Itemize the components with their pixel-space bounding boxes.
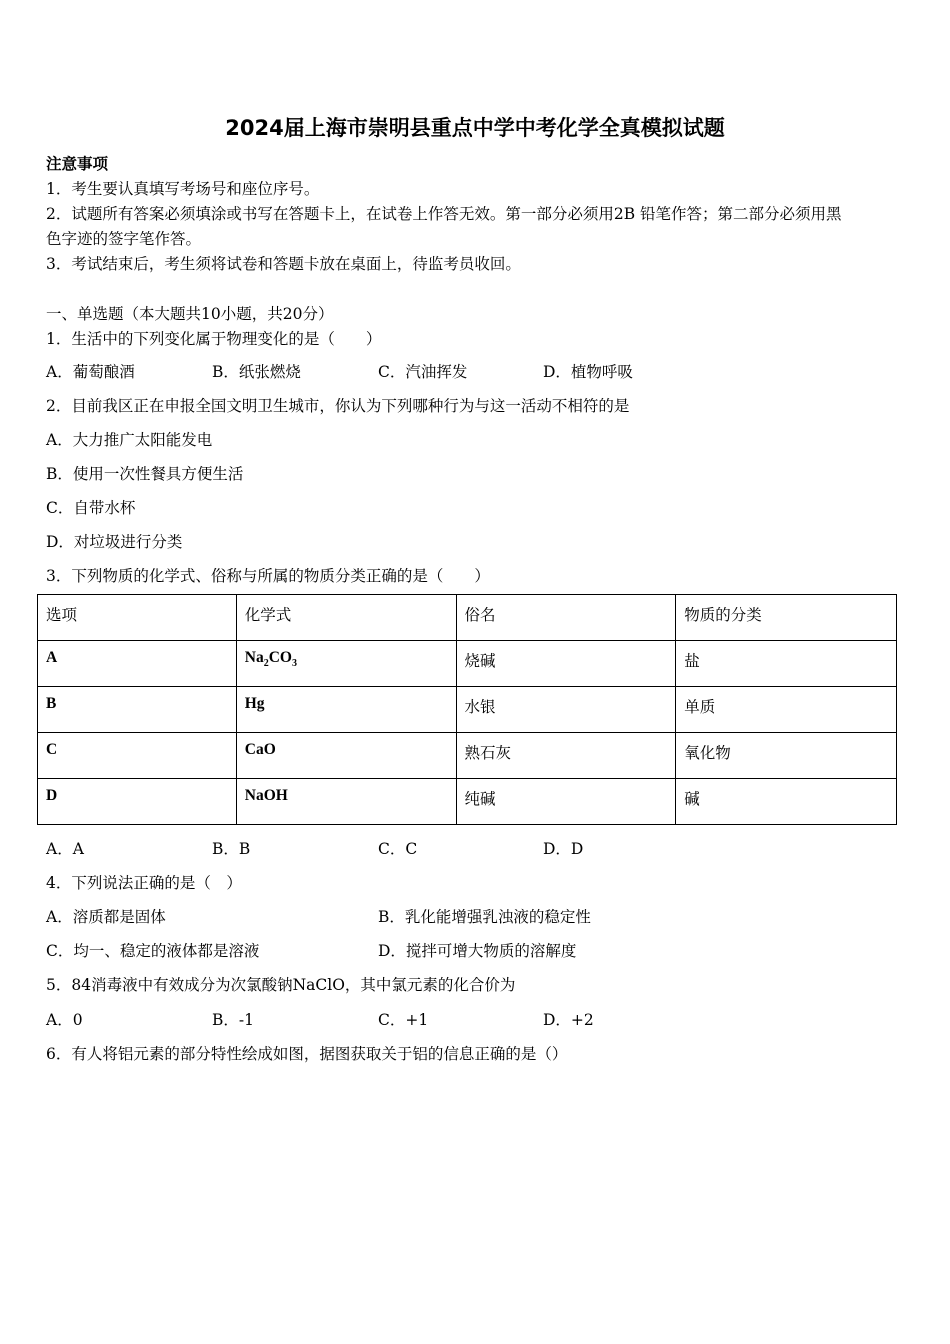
q1-option-b: B．纸张燃烧 <box>212 363 301 381</box>
page-title: 2024届上海市崇明县重点中学中考化学全真模拟试题 <box>225 116 725 140</box>
q4-option-b: B．乳化能增强乳浊液的稳定性 <box>378 908 591 926</box>
table-cell-formula <box>236 641 456 687</box>
question-2-stem: 2．目前我区正在申报全国文明卫生城市，你认为下列哪种行为与这一活动不相符的是 <box>46 397 630 415</box>
table-cell-class: 盐 <box>676 641 897 687</box>
table-cell-formula: NaOH <box>236 779 456 825</box>
table-header-option: 选项 <box>38 595 237 641</box>
table-header-common-name: 俗名 <box>456 595 676 641</box>
q2-option-c: C．自带水杯 <box>46 499 136 517</box>
notice-item: 2．试题所有答案必须填涂或书写在答题卡上，在试卷上作答无效。第一部分必须用2B 铅笔作答；第二部分必须用黑 <box>46 205 842 223</box>
table-cell-class: 碱 <box>676 779 897 825</box>
question-4-stem: 4．下列说法正确的是（ ） <box>46 874 242 892</box>
question-3-stem: 3．下列物质的化学式、俗称与所属的物质分类正确的是（ ） <box>46 567 490 585</box>
table-header-row <box>38 595 897 641</box>
table-cell-common-name: 水银 <box>456 687 676 733</box>
table-cell-option: D <box>38 779 237 825</box>
q4-option-a: A．溶质都是固体 <box>46 908 166 926</box>
q5-option-d: D．+2 <box>543 1011 594 1029</box>
q5-option-c: C．+1 <box>378 1011 429 1029</box>
q2-option-b: B．使用一次性餐具方便生活 <box>46 465 244 483</box>
table-row <box>38 733 897 779</box>
formula-subscript: 3 <box>291 658 297 670</box>
table-header-formula: 化学式 <box>236 595 456 641</box>
table-row <box>38 779 897 825</box>
table-cell-option: C <box>38 733 237 779</box>
q1-option-d: D．植物呼吸 <box>543 363 633 381</box>
table-cell-formula: Hg <box>236 687 456 733</box>
q1-option-c: C．汽油挥发 <box>378 363 468 381</box>
q2-option-a: A．大力推广太阳能发电 <box>46 431 213 449</box>
table-cell-option: B <box>38 687 237 733</box>
formula-subscript: 2 <box>263 658 269 670</box>
notice-item: 3．考试结束后，考生须将试卷和答题卡放在桌面上，待监考员收回。 <box>46 255 521 273</box>
section-heading: 一、单选题（本大题共10小题，共20分） <box>46 305 334 323</box>
table-cell-formula: CaO <box>236 733 456 779</box>
table-row <box>38 687 897 733</box>
q1-option-a: A．葡萄酿酒 <box>46 363 135 381</box>
table-cell-option: A <box>38 641 237 687</box>
table-cell-class: 单质 <box>676 687 897 733</box>
question-1-stem: 1．生活中的下列变化属于物理变化的是（ ） <box>46 330 382 348</box>
table-header-class: 物质的分类 <box>676 595 897 641</box>
table-cell-common-name: 烧碱 <box>456 641 676 687</box>
table-cell-class: 氧化物 <box>676 733 897 779</box>
question-6-stem: 6．有人将铝元素的部分特性绘成如图，据图获取关于铝的信息正确的是（） <box>46 1045 568 1063</box>
q2-option-d: D．对垃圾进行分类 <box>46 533 183 551</box>
formula-part: Na <box>244 649 264 666</box>
q3-option-a: A．A <box>46 840 84 858</box>
q4-option-c: C．均一、稳定的液体都是溶液 <box>46 942 260 960</box>
q3-option-b: B．B <box>212 840 251 858</box>
q5-option-b: B．-1 <box>212 1011 254 1029</box>
q3-option-d: D．D <box>543 840 584 858</box>
q5-option-a: A．0 <box>46 1011 83 1029</box>
formula-part: CO <box>268 649 292 666</box>
table-cell-common-name: 熟石灰 <box>456 733 676 779</box>
table-row <box>38 641 897 687</box>
question-5-stem: 5．84消毒液中有效成分为次氯酸钠NaClO，其中氯元素的化合价为 <box>46 976 516 994</box>
table-cell-common-name: 纯碱 <box>456 779 676 825</box>
q4-option-d: D．搅拌可增大物质的溶解度 <box>378 942 577 960</box>
classification-table <box>37 594 897 825</box>
notice-item: 色字迹的签字笔作答。 <box>46 230 202 248</box>
q3-option-c: C．C <box>378 840 418 858</box>
notice-item: 1．考生要认真填写考场号和座位序号。 <box>46 180 320 198</box>
notice-heading: 注意事项 <box>46 154 109 173</box>
